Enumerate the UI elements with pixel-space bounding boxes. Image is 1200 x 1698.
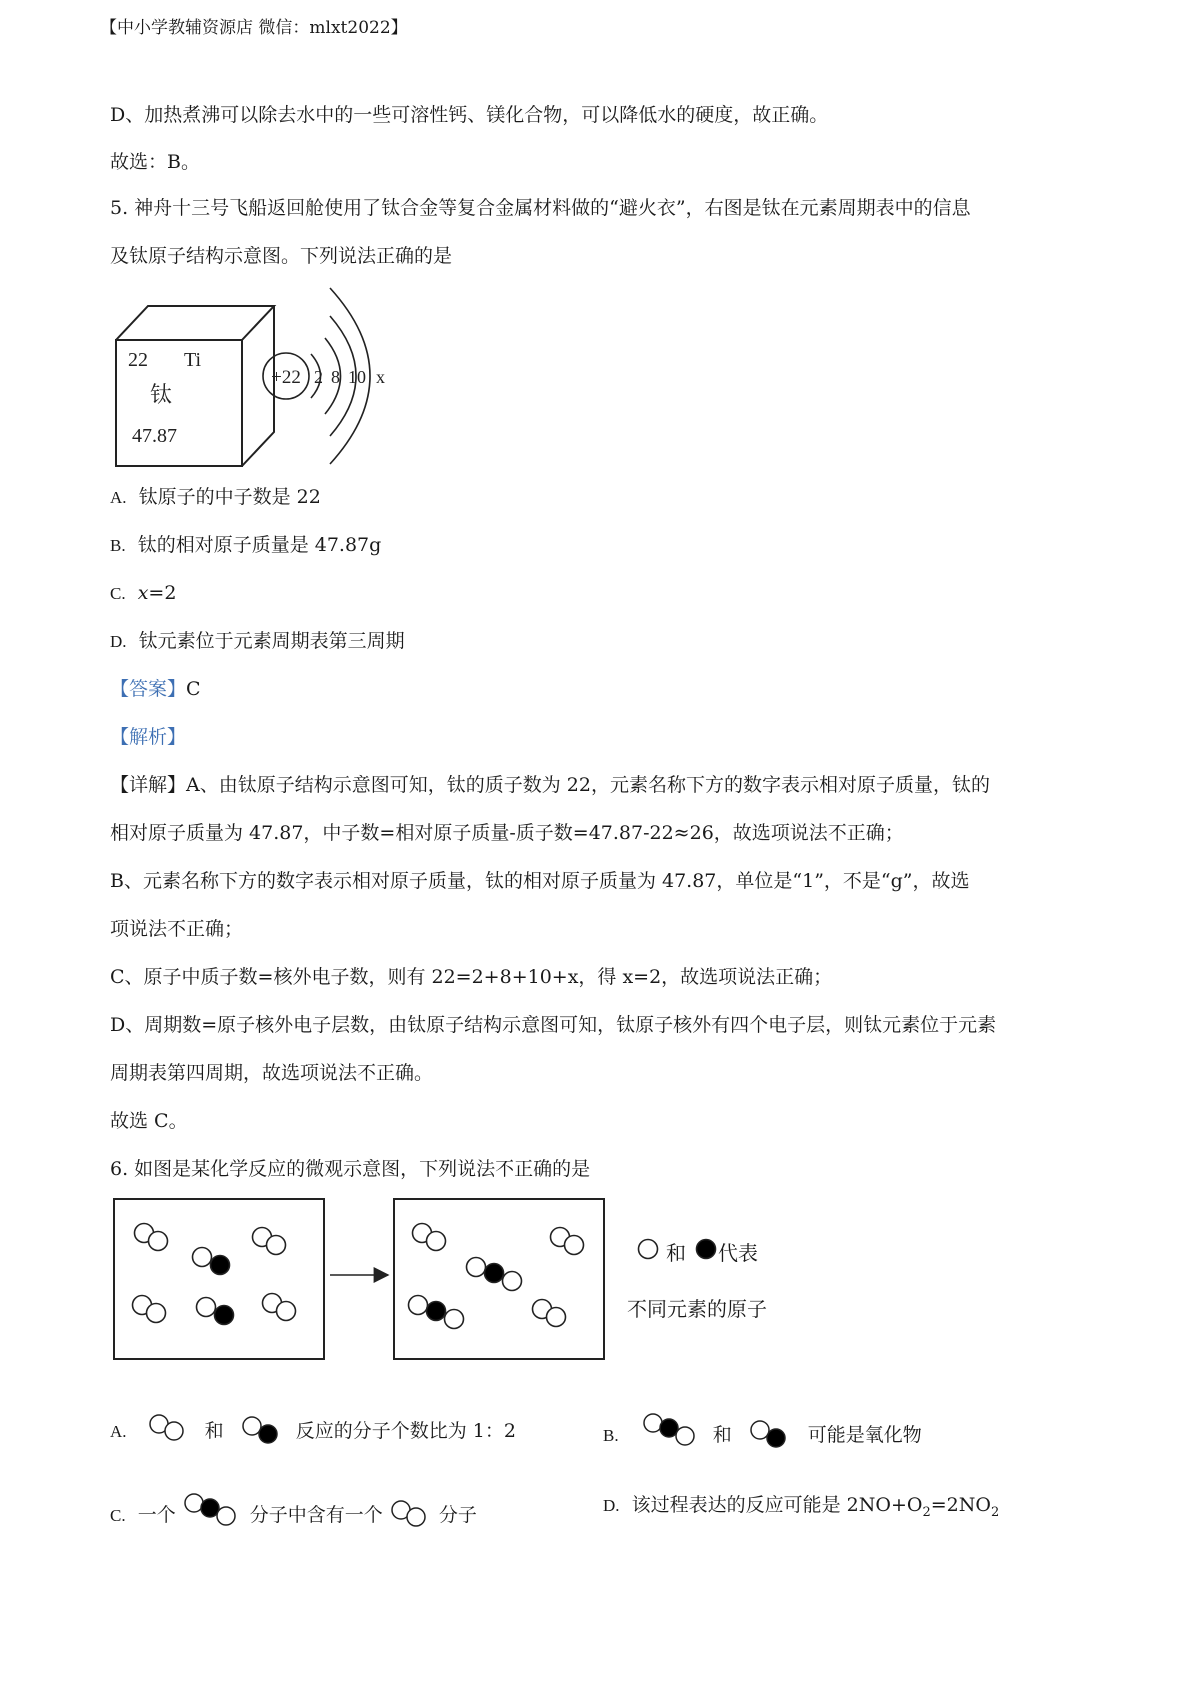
q5-option-a[interactable] — [110, 485, 321, 510]
nucleus-charge: +22 — [271, 367, 301, 388]
q5-stem-line2: 及钛原子结构示意图。下列说法正确的是 — [110, 245, 453, 267]
option-text: 钛原子的中子数是 22 — [138, 486, 321, 508]
molecule-no — [193, 1248, 230, 1275]
option-text: 反应的分子个数比为 1：2 — [295, 1420, 516, 1442]
detail-line-1: 【详解】A、由钛原子结构示意图可知，钛的质子数为 22，元素名称下方的数字表示相对原子质量，钛的 — [110, 774, 990, 796]
formula-sub-2: 2 — [990, 1505, 1000, 1520]
q5-option-d[interactable] — [110, 629, 405, 654]
option-text: 钛元素位于元素周期表第三周期 — [138, 630, 405, 652]
molecule-no — [197, 1298, 234, 1325]
option-letter: B. — [603, 1426, 619, 1445]
header-watermark: 【中小学教辅资源店 微信：mlxt2022】 — [100, 18, 408, 38]
option-text: =2 — [148, 582, 177, 604]
shell-3-count: 10 — [348, 367, 366, 387]
element-name: 钛 — [150, 382, 173, 407]
detail-line-8: 故选 C。 — [110, 1110, 188, 1132]
option-letter: C. — [110, 584, 126, 603]
option-letter: D. — [603, 1496, 620, 1515]
element-symbol: Ti — [184, 349, 202, 371]
molecule-o2 — [133, 1296, 166, 1323]
reaction-diagram — [108, 1195, 728, 1365]
formula-part-a: 2NO+O — [846, 1494, 923, 1516]
molecule-no2-icon — [182, 1493, 244, 1527]
molecule-o2 — [263, 1294, 296, 1321]
atom-structure — [263, 288, 385, 464]
molecule-o2 — [135, 1224, 168, 1251]
q5-option-b[interactable] — [110, 533, 381, 558]
molecule-no2-icon — [641, 1413, 703, 1447]
option-text: 可能是氧化物 — [807, 1424, 922, 1446]
option-letter: A. — [110, 1422, 127, 1441]
detail-line-5: C、原子中质子数=核外电子数，则有 22=2+8+10+x，得 x=2，故选项说法正确； — [110, 966, 833, 988]
molecule-o2 — [551, 1228, 584, 1255]
legend-he: 和 — [666, 1241, 686, 1265]
formula-sub-1: 2 — [922, 1505, 931, 1520]
option-letter: D. — [110, 632, 127, 651]
molecule-no-icon — [240, 1415, 284, 1445]
q6-stem: 6. 如图是某化学反应的微观示意图，下列说法不正确的是 — [110, 1158, 591, 1180]
option-letter: B. — [110, 536, 126, 555]
prev-choice: 故选：B。 — [110, 151, 200, 173]
option-variable: x — [137, 582, 149, 604]
molecule-o2 — [533, 1300, 566, 1327]
answer-value: C — [186, 678, 201, 700]
molecule-o2-icon — [147, 1413, 191, 1443]
detail-line-7: 周期表第四周期，故选项说法不正确。 — [110, 1062, 434, 1084]
molecule-o2-icon — [389, 1499, 433, 1529]
detail-line-4: 项说法不正确； — [110, 918, 244, 940]
prev-option-d-explanation: D、加热煮沸可以除去水中的一些可溶性钙、镁化合物，可以降低水的硬度，故正确。 — [110, 104, 829, 126]
legend-line2: 不同元素的原子 — [627, 1297, 767, 1321]
option-mid: 分子中含有一个 — [249, 1504, 383, 1526]
q6-option-c[interactable] — [110, 1493, 477, 1529]
option-text: 分子 — [438, 1504, 477, 1526]
q5-answer — [110, 677, 201, 701]
shell-1-count: 2 — [314, 367, 323, 387]
option-text: 钛的相对原子质量是 47.87g — [137, 534, 382, 556]
legend-black-atom — [697, 1240, 716, 1259]
shell-2-count: 8 — [331, 367, 340, 387]
detail-line-3: B、元素名称下方的数字表示相对原子质量，钛的相对原子质量为 47.87，单位是“1”，不是“g”，故选 — [110, 870, 970, 892]
answer-label: 【答案】 — [110, 678, 187, 700]
analysis-label: 【解析】 — [110, 726, 187, 748]
molecule-no2 — [467, 1258, 522, 1291]
q5-option-c[interactable] — [110, 581, 176, 606]
molecule-o2 — [253, 1228, 286, 1255]
atomic-number: 22 — [128, 349, 148, 371]
formula-part-b: =2NO — [930, 1494, 991, 1516]
q6-option-d[interactable] — [603, 1493, 999, 1518]
molecule-o2 — [413, 1224, 446, 1251]
titanium-figure — [108, 282, 398, 472]
q6-option-b[interactable] — [603, 1413, 922, 1449]
option-he: 和 — [204, 1420, 224, 1442]
shell-4-count: x — [376, 367, 385, 387]
atomic-mass: 47.87 — [132, 425, 177, 447]
q6-option-a[interactable] — [110, 1413, 516, 1445]
option-letter: A. — [110, 488, 127, 507]
molecule-no-icon — [748, 1419, 792, 1449]
option-pre: 该过程表达的反应可能是 — [631, 1494, 847, 1516]
detail-line-2: 相对原子质量为 47.87，中子数=相对原子质量-质子数=47.87-22≈26，故选项说法不正确； — [110, 822, 904, 844]
option-letter: C. — [110, 1506, 126, 1525]
molecule-no2 — [409, 1296, 464, 1329]
option-pre: 一个 — [137, 1504, 176, 1526]
option-he: 和 — [712, 1424, 732, 1446]
legend-daibiao: 代表 — [718, 1241, 758, 1265]
q5-stem-line1: 5. 神舟十三号飞船返回舱使用了钛合金等复合金属材料做的“避火衣”，右图是钛在元素周期表中的信息 — [110, 197, 971, 219]
legend-white-atom — [639, 1240, 658, 1259]
detail-line-6: D、周期数=原子核外电子层数，由钛原子结构示意图可知，钛原子核外有四个电子层，则钛元素位于元素 — [110, 1014, 997, 1036]
